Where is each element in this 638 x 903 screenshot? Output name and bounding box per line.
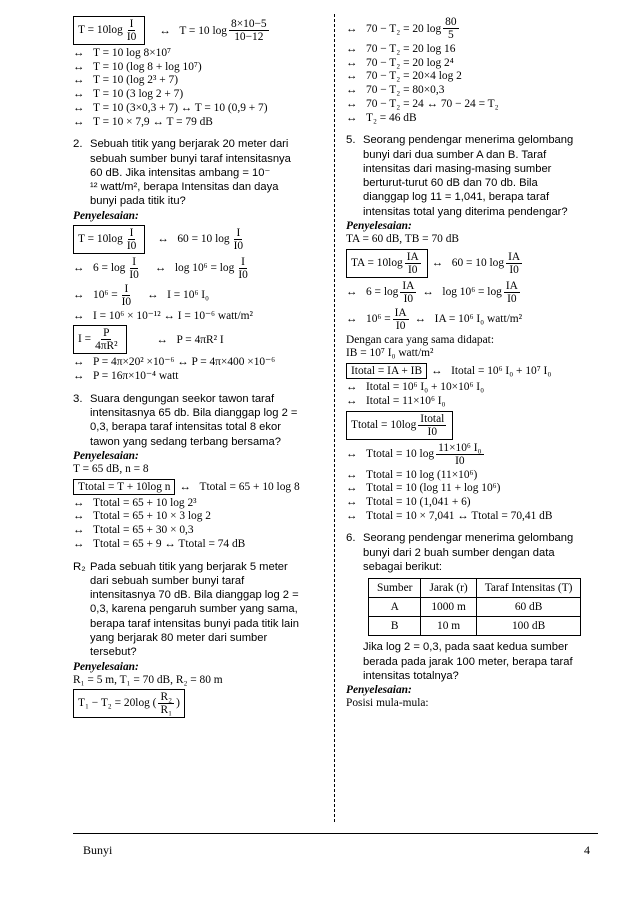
solution-heading: Penyelesaian: [346, 684, 412, 697]
formula-box: I = $\frac{P}{\text{4πR²}}$ [73, 325, 127, 354]
fraction: 8×10−5 10−12 [231, 18, 267, 43]
formula-box: T = 10log $\frac{I}{I0}$ [73, 16, 145, 45]
right-column [346, 14, 598, 711]
equation-row: ↔ 10⁶ = $\frac{IA}{I0}$ ↔ IA = 10⁶ I₀ watt/m² [346, 306, 523, 332]
question-2: 2. Sebuah titik yang berjarak 20 meter dari sebuah sumber bunyi taraf intensitasnya 60 dB. Jika intensitas ambang = 10⁻ ¹² watt/m², berapa Intensitas dan daya bunyi pada titik itu? [73, 138, 291, 208]
solution-line: ↔ Itotal = 11×10⁶ I₀ [346, 394, 446, 407]
solution-line: ↔ Ttotal = 65 + 10 log 2³ [73, 496, 197, 509]
solution-lines [73, 497, 323, 552]
equation-row: ↔ 70 − T₂ = 20 log 80 5 [346, 16, 457, 41]
solution-line: ↔ 70 − T₂ = 20 log 16 [346, 43, 456, 55]
given-values: R₁ = 5 m, T₁ = 70 dB, R₂ = 80 m [73, 673, 223, 686]
solution-line: ↔ Ttotal = 10 × 7,041 ↔ Ttotal = 70,41 dB [346, 509, 553, 522]
solution-lines [73, 47, 323, 129]
page-footer [73, 833, 598, 857]
equation-row [346, 411, 598, 440]
solution-line: ↔ P = 4π×20² ×10⁻⁶ ↔ P = 4π×400 ×10⁻⁶ [73, 356, 276, 369]
equation-row: ↔ 10⁶ = $\frac{I}{I0}$ ↔ I = 10⁶ I₀ [73, 282, 210, 308]
given-values: TA = 60 dB, TB = 70 dB [346, 233, 459, 245]
question-5: 5. Seorang pendengar menerima gelombang bunyi dari dua sumber A dan B. Taraf intensitas dari masing-masing sumber berturut-turut 60 dB dan 70 db. Bila dianggap log 11 = 1,041, berapa taraf intensitas total yang diterima pendengar? [346, 134, 574, 218]
solution-line: ↔ 70 − T₂ = 80×0,3 [346, 84, 445, 97]
solution-heading: Penyelesaian: [346, 220, 412, 232]
solution-line: ↔ Itotal = 10⁶ I₀ + 10×10⁶ I₀ [346, 381, 485, 394]
table-header-row [369, 579, 581, 598]
table-header-cell: Sumber [369, 579, 421, 598]
table-header-cell: Taraf Intensitas (T) [476, 579, 581, 598]
solution-line: Dengan cara yang sama didapat: [346, 333, 495, 346]
solution-line: ↔ Ttotal = 65 + 10 × 3 log 2 [73, 510, 211, 523]
solution-line: ↔ Ttotal = 10 (1,041 + 6) [346, 495, 471, 508]
solution-lines [346, 469, 598, 524]
table-cell: 60 dB [476, 598, 581, 617]
solution-line: ↔ P = 16π×10⁻⁴ watt [73, 370, 179, 383]
solution-line: Posisi mula-mula: [346, 697, 429, 710]
table-cell: 1000 m [421, 598, 476, 617]
left-column [73, 14, 323, 720]
equation-row: ↔ 6 = log IA I0 ↔ log 10⁶ = log IA I0 [346, 279, 518, 305]
table-cell: B [369, 617, 421, 636]
question-6: 6. Seorang pendengar menerima gelombang bunyi dari 2 buah sumber dengan data sebagai berikut: [346, 532, 574, 573]
solution-line: ↔ T₂ = 46 dB [346, 111, 417, 124]
given-values: T = 65 dB, n = 8 [73, 463, 149, 475]
solution-lines [346, 43, 598, 125]
equation-row: T = 10log $\frac{I}{I0}$ ↔ T = 10 log 8×10−5 10−12 [73, 16, 323, 45]
solution-line: IB = 10⁷ I₀ watt/m² [346, 347, 434, 360]
solution-line: ↔ T = 10 (log 2³ + 7) [73, 74, 179, 87]
equation-row: Ttotal = T + 10log n ↔ Ttotal = 65 + 10 log 8 [73, 479, 323, 495]
solution-line: ↔ 70 − T₂ = 20 log 2⁴ [346, 56, 454, 69]
equation-row: ↔ 6 = log I I0 ↔ log 10⁶ = log I I0 [73, 255, 248, 281]
table-cell: 100 dB [476, 617, 581, 636]
column-divider [334, 14, 335, 822]
source-table [368, 578, 581, 636]
equation-row: TA = 10log $\frac{IA}{I0}$ ↔ 60 = 10 log IA I0 [346, 249, 598, 278]
table-row [369, 617, 581, 636]
equation-row [73, 689, 323, 718]
solution-line: ↔ T = 10 log 8×10⁷ [73, 47, 171, 59]
formula-box: T₁ − T₂ = 20log ( $\frac{\text{R₂}}{\text{R₁}}$ ) [73, 689, 185, 718]
solution-line: ↔ Ttotal = 65 + 9 ↔ Ttotal = 74 dB [73, 537, 246, 550]
formula-box: Itotal = IA + IB [346, 363, 427, 379]
table-cell: A [369, 598, 421, 617]
solution-heading: Penyelesaian: [73, 660, 139, 673]
page-number: 4 [584, 843, 590, 857]
question-3: 3. Suara dengungan seekor tawon taraf intensitasnya 65 db. Bila dianggap log 2 = 0,3, berapa taraf intensitas total 8 ekor tawon yang sedang terbang bersama? [73, 392, 298, 448]
solution-line: ↔ 70 − T₂ = 24 ↔ 70 − 24 = T₂ [346, 97, 499, 110]
solution-line: ↔ Ttotal = 10 log (11×10⁶) [346, 468, 478, 481]
solution-line: ↔ T = 10 × 7,9 ↔ T = 79 dB [73, 115, 213, 128]
footer-title: Bunyi [83, 843, 113, 857]
solution-heading: Penyelesaian: [73, 209, 139, 222]
solution-line: ↔ I = 10⁶ × 10⁻¹² ↔ I = 10⁻⁶ watt/m² [73, 309, 253, 322]
solution-line: ↔ Ttotal = 65 + 30 × 0,3 [73, 524, 194, 537]
formula-box: Ttotal = T + 10log n [73, 479, 175, 495]
formula-box: TA = 10log $\frac{IA}{I0}$ [346, 249, 428, 278]
solution-heading: Penyelesaian: [73, 450, 139, 462]
table-row [369, 598, 581, 617]
question-4: R₂ Pada sebuah titik yang berjarak 5 meter dari sebuah sumber bunyi taraf intensitasnya 70 dB. Bila dianggap log 2 = 0,3, karena pengaruh sumber yang sama, berapa taraf intensitas bunyi pada titik lain yang berjarak 80 meter dari sumber tersebut? [73, 560, 299, 659]
table-cell: 10 m [421, 617, 476, 636]
formula-box: Ttotal = 10log Itotal I0 [346, 411, 453, 440]
solution-line: ↔ T = 10 (log 8 + log 10⁷) [73, 60, 202, 73]
table-header-cell: Jarak (r) [421, 579, 476, 598]
solution-line: ↔ 70 − T₂ = 20×4 log 2 [346, 70, 462, 83]
equation-row: Itotal = IA + IB ↔ Itotal = 10⁶ I₀ + 10⁷ I₀ [346, 363, 598, 379]
solution-line: ↔ Ttotal = 10 (log 11 + log 10⁶) [346, 482, 501, 495]
formula-box: T = 10log $\frac{I}{I0}$ [73, 225, 145, 254]
question-text: Jika log 2 = 0,3, pada saat kedua sumber berada pada jarak 100 meter, berapa taraf intensitas totalnya? [363, 641, 573, 682]
equation-row: I = $\frac{P}{\text{4πR²}}$ ↔ P = 4πR² I [73, 325, 323, 354]
equation-row: ↔ Ttotal = 10 log 11×10⁶ I₀ I0 [346, 441, 482, 467]
solution-line: ↔ T = 10 (3 log 2 + 7) [73, 88, 184, 101]
solution-line: ↔ T = 10 (3×0,3 + 7) ↔ T = 10 (0,9 + 7) [73, 101, 268, 114]
equation-row: T = 10log $\frac{I}{I0}$ ↔ 60 = 10 log I I0 [73, 225, 323, 254]
